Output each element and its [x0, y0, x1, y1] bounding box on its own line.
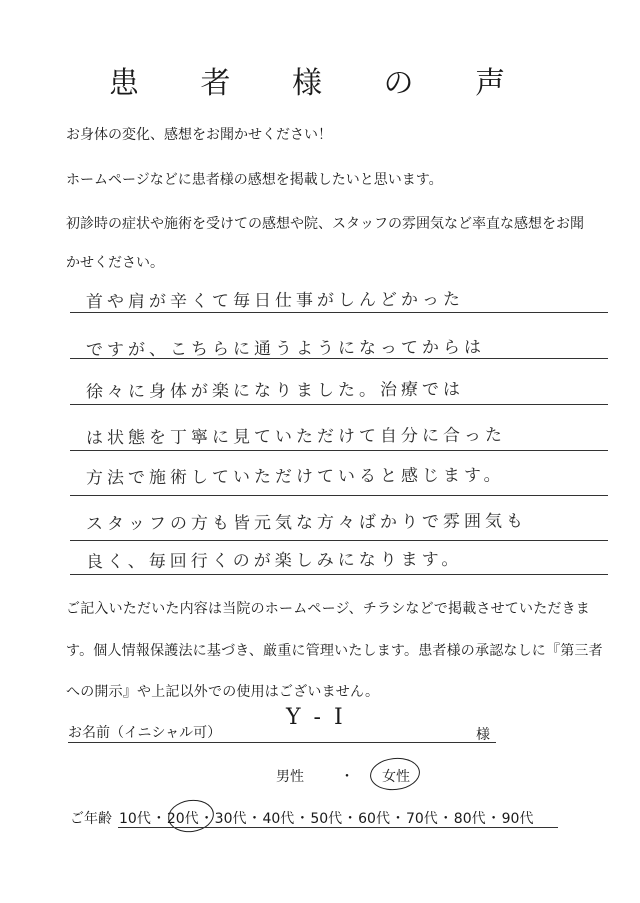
- intro-line-4: かせください。: [66, 255, 164, 271]
- age-option: 90代: [501, 811, 534, 827]
- intro-line-3: 初診時の症状や施術を受けての感想や院、スタッフの雰囲気など率直な感想をお聞: [66, 216, 584, 232]
- name-value: Y - I: [286, 705, 346, 730]
- age-option: 10代: [119, 811, 151, 827]
- age-option: 80代: [453, 811, 486, 827]
- notice-line-3: への開示』や上記以外での使用はございません。: [66, 684, 380, 700]
- ruled-line: [70, 540, 608, 541]
- notice-line-2: す。個人情報保護法に基づき、厳重に管理いたします。患者様の承認なしに『第三者: [66, 643, 603, 659]
- comment-line: ですが、こちらに通うようになってからは: [85, 337, 486, 361]
- gender-separator: ・: [340, 769, 354, 785]
- comment-line: 良く、毎回行くのが楽しみになります。: [85, 549, 463, 573]
- intro-line-2: ホームページなどに患者様の感想を掲載したいと思います。: [66, 172, 443, 188]
- age-underline: [118, 827, 558, 828]
- age-label: ご年齢: [70, 811, 112, 827]
- comment-line: 徐々に身体が楽になりました。治療では: [85, 379, 465, 403]
- gender-selection-circle: [368, 755, 421, 792]
- age-option: 40代: [262, 811, 295, 827]
- ruled-line: [70, 574, 608, 575]
- comment-line: スタッフの方も皆元気な方々ばかりで雰囲気も: [85, 511, 528, 535]
- age-option: 60代: [358, 811, 390, 827]
- intro-line-1: お身体の変化、感想をお聞かせください！: [66, 127, 332, 143]
- name-honorific: 様: [476, 727, 490, 743]
- age-selection-circle: [166, 797, 216, 835]
- notice-line-1: ご記入いただいた内容は当院のホームページ、チラシなどで掲載させていただきま: [66, 601, 590, 617]
- age-option: 20代: [166, 811, 199, 827]
- name-underline: [68, 742, 496, 743]
- comment-line: 首や肩が辛くて毎日仕事がしんどかった: [85, 289, 465, 313]
- age-options: 10代・20代・30代・40代・50代・60代・70代・80代・90代: [119, 811, 534, 827]
- name-label: お名前（イニシャル可）: [68, 725, 222, 741]
- ruled-line: [70, 312, 608, 313]
- comment-line: 方法で施術していただけていると感じます。: [85, 465, 505, 489]
- gender-male: 男性: [276, 769, 304, 785]
- gender-female: 女性: [382, 769, 410, 785]
- page-title: 患 者 様 の 声: [108, 66, 532, 101]
- ruled-line: [70, 358, 608, 359]
- age-option: 50代: [310, 811, 343, 827]
- ruled-line: [70, 495, 608, 496]
- age-option: 70代: [405, 811, 438, 827]
- ruled-line: [70, 450, 608, 451]
- age-option: 30代: [214, 811, 247, 827]
- comment-line: は状態を丁寧に見ていただけて自分に合った: [85, 425, 507, 449]
- ruled-line: [70, 404, 608, 405]
